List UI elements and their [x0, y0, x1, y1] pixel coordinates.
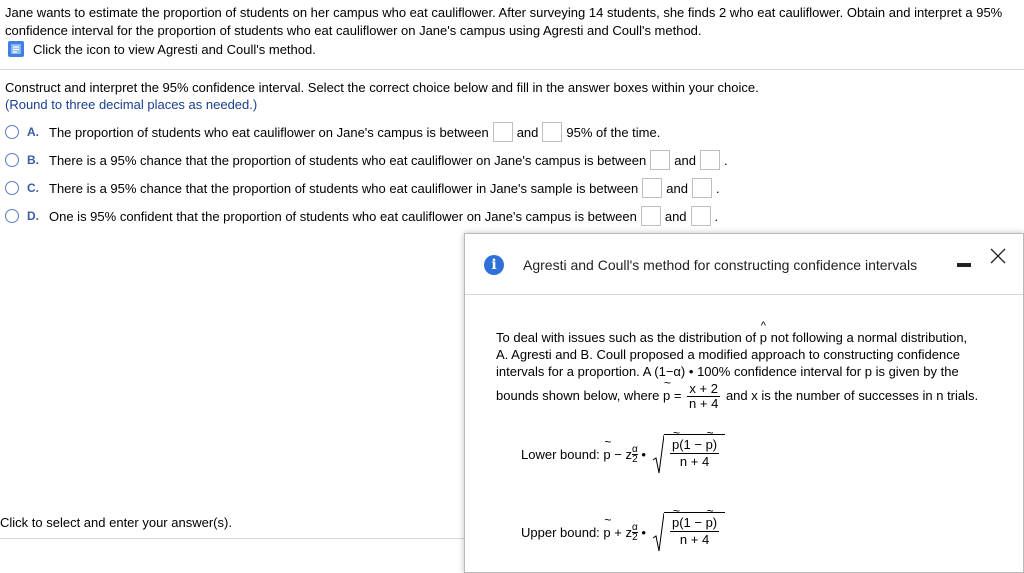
answer-box-b-lower[interactable] — [650, 150, 670, 170]
answer-box-a-lower[interactable] — [493, 122, 513, 142]
help-link[interactable] — [7, 40, 316, 58]
body-line-1: To deal with issues such as the distribution of ^ p not following a normal distribution, — [496, 329, 1006, 346]
info-icon: i — [484, 255, 504, 275]
sqrt-expression: ~ $\frac{p(1 - \sim p)}{n + 4}$ — [652, 512, 725, 552]
choice-suffix: 95% of the time. — [566, 124, 661, 140]
choice-and: and — [516, 124, 539, 140]
instructions-hint: (Round to three decimal places as needed.) — [5, 97, 258, 112]
answer-box-a-upper[interactable] — [542, 122, 562, 142]
answer-box-b-upper[interactable] — [700, 150, 720, 170]
popup-body — [496, 329, 1006, 411]
radio-b[interactable] — [5, 153, 19, 167]
choice-and: and — [666, 180, 688, 196]
sqrt-icon — [652, 512, 664, 552]
choice-letter: B. — [27, 153, 39, 167]
sqrt-expression: ~ $\frac{p(1 - \sim p)}{n + 4}$ — [652, 434, 725, 474]
choice-letter: A. — [27, 125, 39, 139]
radio-a[interactable] — [5, 125, 19, 139]
choice-letter: D. — [27, 209, 39, 223]
body-line-4: bounds shown below, where ~ p = $\frac{x + 2}{n + 4}$ and x is the number of successes in n trials. — [496, 382, 1006, 411]
answer-box-d-lower[interactable] — [641, 206, 661, 226]
choice-text: There is a 95% chance that the proportion of students who eat cauliflower on Jane's campus is between — [49, 152, 647, 168]
choice-suffix: . — [715, 180, 720, 196]
divider — [0, 69, 1024, 70]
choice-c[interactable] — [5, 178, 720, 198]
answer-box-c-upper[interactable] — [692, 178, 712, 198]
lower-bound-formula: Lower bound: ~ p − z α 2 • ~ $\frac{p(1 - \sim p)}{n + 4}$ — [521, 434, 725, 474]
minimize-button[interactable] — [957, 257, 971, 271]
sqrt-icon — [652, 434, 664, 474]
choice-and: and — [664, 208, 687, 224]
p-tilde-fraction: $\frac{x + 2}{n + 4}$ — [689, 381, 719, 411]
instructions-main: Construct and interpret the 95% confidence interval. Select the correct choice below and fill in the answer boxes within your choice. — [5, 80, 759, 95]
help-link-label[interactable]: Click the icon to view Agresti and Coull's method. — [33, 41, 316, 57]
footer-divider — [0, 538, 464, 539]
choice-and: and — [674, 152, 696, 168]
footer-prompt: Click to select and enter your answer(s). — [0, 515, 232, 530]
method-popup — [464, 233, 1024, 573]
popup-title: Agresti and Coull's method for constructing confidence intervals — [523, 257, 918, 273]
choice-text: The proportion of students who eat cauliflower on Jane's campus is between — [49, 124, 489, 140]
close-icon[interactable] — [988, 246, 1008, 266]
choice-letter: C. — [27, 181, 39, 195]
popup-header — [465, 234, 1023, 294]
instructions — [5, 79, 759, 113]
body-line-3: intervals for a proportion. A (1−α) • 100% confidence interval for p is given by the — [496, 364, 959, 379]
p-tilde-symbol: ~ p — [663, 387, 670, 404]
choice-suffix: . — [714, 208, 719, 224]
popup-divider — [465, 294, 1023, 295]
choice-text: There is a 95% chance that the proportion of students who eat cauliflower in Jane's sample is between — [49, 180, 639, 196]
question-text: Jane wants to estimate the proportion of students on her campus who eat cauliflower. After surveying 14 students, she finds 2 who eat cauliflower. Obtain and interpret a 95% confidence interval for the proportion of students who eat cauliflower on Jane's campus using Agresti and Coull's method. — [5, 5, 1003, 38]
choice-text: One is 95% confident that the proportion of students who eat cauliflower on Jane's campus is between — [49, 208, 637, 224]
p-hat-symbol: ^ p — [760, 329, 767, 346]
choice-b[interactable] — [5, 150, 728, 170]
answer-box-d-upper[interactable] — [691, 206, 711, 226]
choice-a[interactable] — [5, 122, 660, 142]
upper-bound-formula: Upper bound: ~ p + z α 2 • ~ $\frac{p(1 - \sim p)}{n + 4}$ — [521, 512, 725, 552]
body-line-2: A. Agresti and B. Coull proposed a modified approach to constructing confidence — [496, 347, 960, 362]
radio-d[interactable] — [5, 209, 19, 223]
answer-box-c-lower[interactable] — [642, 178, 662, 198]
notebook-icon[interactable] — [7, 40, 25, 58]
choice-suffix: . — [723, 152, 728, 168]
choice-d[interactable] — [5, 206, 718, 226]
radio-c[interactable] — [5, 181, 19, 195]
